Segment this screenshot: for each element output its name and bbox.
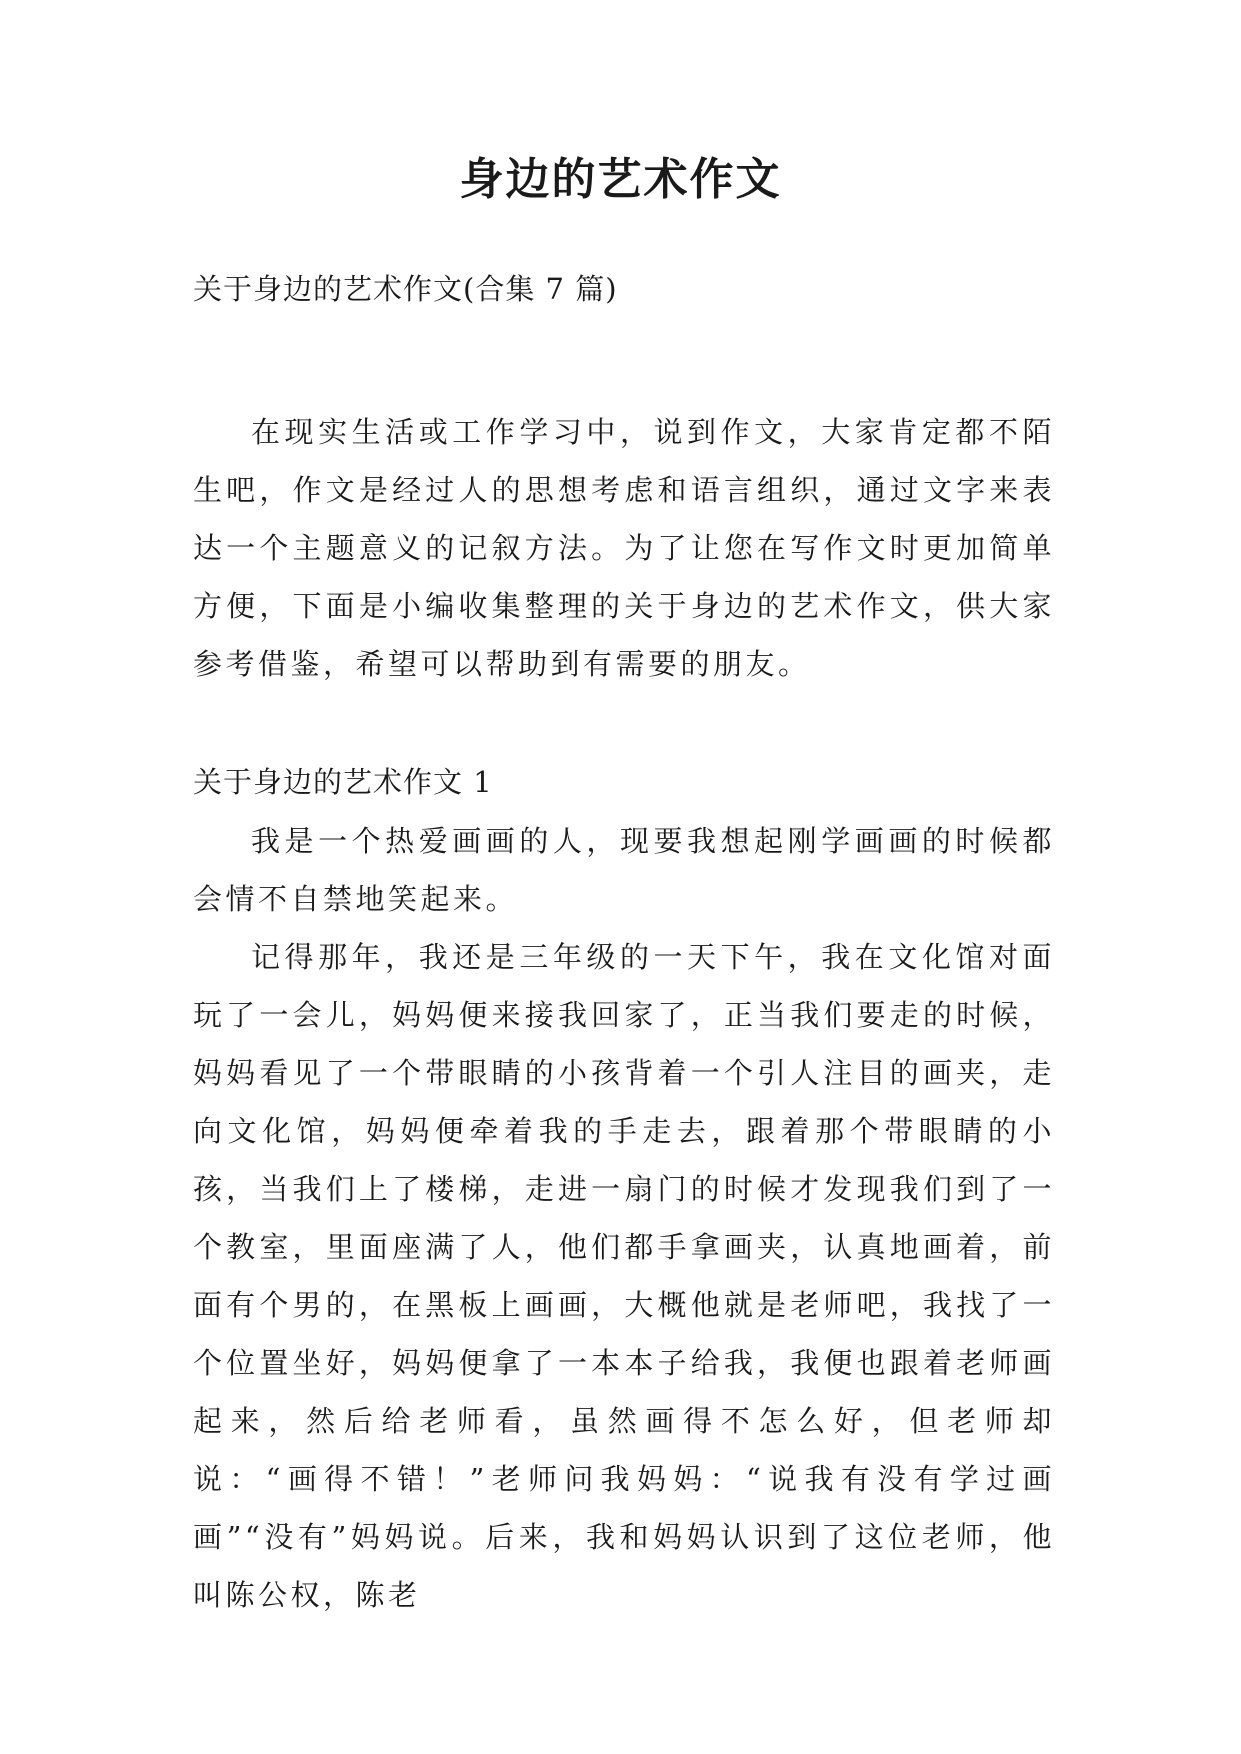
essay-body — [193, 812, 1055, 1624]
section-heading: 关于身边的艺术作文 1 — [193, 765, 493, 799]
essay-paragraph: 我是一个热爱画画的人，现要我想起刚学画画的时候都会情不自禁地笑起来。 — [193, 824, 1055, 916]
intro-paragraph: 在现实生活或工作学习中，说到作文，大家肯定都不陌生吧，作文是经过人的思想考虑和语言组织，通过文字来表达一个主题意义的记叙方法。为了让您在写作文时更加简单方便，下面是小编收集整理的关于身边的艺术作文，供大家参考借鉴，希望可以帮助到有需要的朋友。 — [193, 415, 1055, 681]
document-subtitle: 关于身边的艺术作文(合集 7 篇) — [193, 272, 618, 306]
intro-paragraph-block — [193, 403, 1055, 693]
document-title: 身边的艺术作文 — [459, 154, 782, 205]
essay-paragraph: 记得那年，我还是三年级的一天下午，我在文化馆对面玩了一会儿，妈妈便来接我回家了，正当我们要走的时候，妈妈看见了一个带眼睛的小孩背着一个引人注目的画夹，走向文化馆，妈妈便牵着我的手走去，跟着那个带眼睛的小孩，当我们上了楼梯，走进一扇门的时候才发现我们到了一个教室，里面座满了人，他们都手拿画夹，认真地画着，前面有个男的，在黑板上画画，大概他就是老师吧，我找了一个位置坐好，妈妈便拿了一本本子给我，我便也跟着老师画起来，然后给老师看，虽然画得不怎么好，但老师却说：“画得不错！”老师问我妈妈：“说我有没有学过画画”“没有”妈妈说。后来，我和妈妈认识到了这位老师，他叫陈公权，陈老 — [193, 940, 1055, 1612]
